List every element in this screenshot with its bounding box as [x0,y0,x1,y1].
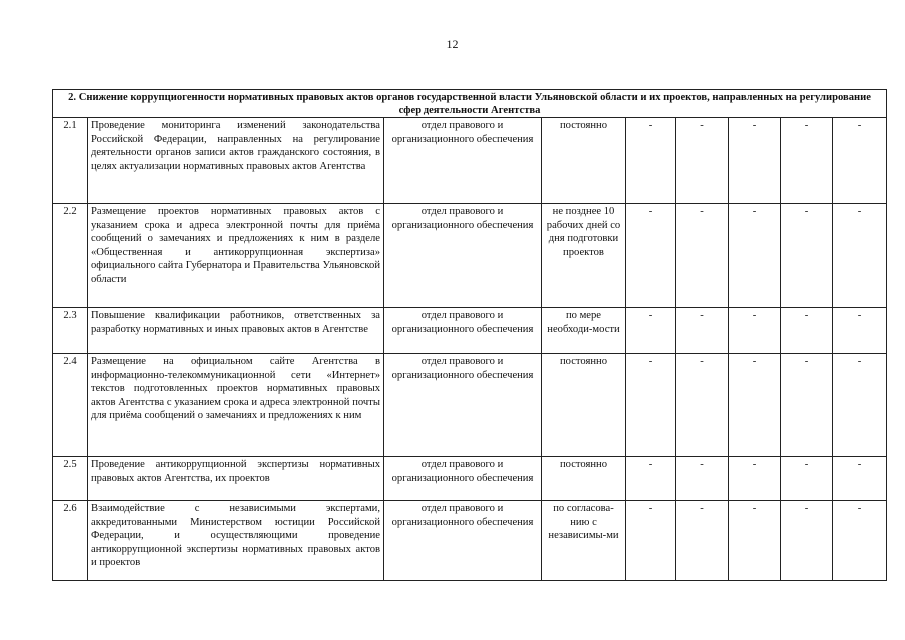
responsible-cell: отдел правового и организационного обеспечения [384,501,542,581]
value-cell: - [781,204,833,308]
measure-description: Повышение квалификации работников, ответственных за разработку нормативных и иных правовых актов в Агентстве [88,308,384,354]
value-cell: - [833,501,887,581]
term-cell: постоянно [542,354,626,457]
measure-description: Размещение на официальном сайте Агентства в информационно-телекоммуникационной сети «Интернет» текстов подготовленных проектов нормативных правовых актов Агентства с указанием срока и адреса электронной почты для приёма сообщений о замечаниях и предложениях к ним [88,354,384,457]
measures-table [52,89,887,581]
term-cell: постоянно [542,118,626,204]
value-cell: - [781,457,833,501]
responsible-cell: отдел правового и организационного обеспечения [384,204,542,308]
value-cell: - [676,501,729,581]
value-cell: - [729,457,781,501]
row-number: 2.6 [53,501,88,581]
row-number: 2.5 [53,457,88,501]
value-cell: - [626,457,676,501]
measure-description: Проведение мониторинга изменений законодательства Российской Федерации, направленных на регулирование деятельности органов записи актов гражданского состояния, в целях актуализации нормативных правовых актов Агентства [88,118,384,204]
value-cell: - [781,501,833,581]
value-cell: - [833,204,887,308]
value-cell: - [833,457,887,501]
row-number: 2.4 [53,354,88,457]
value-cell: - [781,354,833,457]
term-cell: не позднее 10 рабочих дней со дня подготовки проектов [542,204,626,308]
value-cell: - [676,354,729,457]
value-cell: - [729,204,781,308]
value-cell: - [833,308,887,354]
table-row [53,354,887,457]
term-cell: постоянно [542,457,626,501]
value-cell: - [729,308,781,354]
value-cell: - [729,354,781,457]
row-number: 2.3 [53,308,88,354]
table-row [53,501,887,581]
responsible-cell: отдел правового и организационного обеспечения [384,308,542,354]
section-header-row [53,90,887,118]
value-cell: - [626,118,676,204]
value-cell: - [676,118,729,204]
value-cell: - [729,501,781,581]
measure-description: Проведение антикоррупционной экспертизы нормативных правовых актов Агентства, их проектов [88,457,384,501]
value-cell: - [626,308,676,354]
value-cell: - [626,501,676,581]
table-row [53,457,887,501]
value-cell: - [676,204,729,308]
value-cell: - [676,308,729,354]
value-cell: - [729,118,781,204]
table-row [53,118,887,204]
row-number: 2.2 [53,204,88,308]
term-cell: по согласова-нию с независимы-ми [542,501,626,581]
responsible-cell: отдел правового и организационного обеспечения [384,457,542,501]
table-row [53,204,887,308]
value-cell: - [781,308,833,354]
responsible-cell: отдел правового и организационного обеспечения [384,354,542,457]
value-cell: - [676,457,729,501]
page-number: 12 [446,37,459,51]
measure-description: Размещение проектов нормативных правовых актов с указанием срока и адреса электронной почты для приёма сообщений о замечаниях и предложениях к ним в разделе «Общественная и антикоррупционная экспертиза» официального сайта Губернатора и Правительства Ульяновской области [88,204,384,308]
value-cell: - [833,118,887,204]
value-cell: - [626,354,676,457]
section-title: 2. Снижение коррупциогенности нормативных правовых актов органов государственной власти Ульяновской области и их проектов, направленных на регулирование сфер деятельности Агентства [53,90,887,118]
value-cell: - [781,118,833,204]
table-row [53,308,887,354]
value-cell: - [833,354,887,457]
term-cell: по мере необходи-мости [542,308,626,354]
row-number: 2.1 [53,118,88,204]
value-cell: - [626,204,676,308]
measure-description: Взаимодействие с независимыми экспертами, аккредитованными Министерством юстиции Российской Федерации, и осуществляющими проведение антикоррупционной экспертизы нормативных правовых актов и проектов [88,501,384,581]
responsible-cell: отдел правового и организационного обеспечения [384,118,542,204]
